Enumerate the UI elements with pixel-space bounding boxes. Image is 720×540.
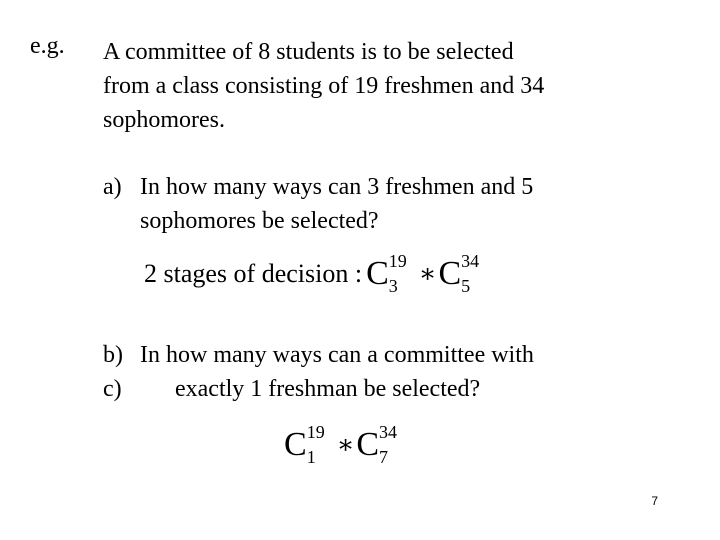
part-a-marker: a) — [103, 174, 122, 200]
part-a-line-2: sophomores be selected? — [140, 208, 379, 234]
problem-line-3: sophomores. — [103, 107, 225, 133]
combination-19-1: C 19 1 — [284, 422, 325, 467]
part-a-formula — [144, 251, 480, 296]
example-label: e.g. — [30, 33, 65, 59]
combination-34-5: C 34 5 — [438, 251, 480, 296]
part-b-line-1: In how many ways can a committee with — [140, 342, 534, 368]
problem-line-2: from a class consisting of 19 freshmen and 34 — [103, 73, 545, 99]
problem-line-1: A committee of 8 students is to be selected — [103, 39, 514, 65]
formula-text: 2 stages of decision : — [144, 259, 363, 288]
multiply-operator: ∗ — [418, 259, 437, 288]
combination-34-7: C 34 7 — [356, 422, 398, 467]
part-b-formula — [284, 422, 398, 467]
combination-19-3: C 19 3 — [366, 251, 407, 296]
page-number: 7 — [651, 494, 658, 508]
part-b-marker: b) — [103, 342, 123, 368]
part-c-marker: c) — [103, 376, 122, 402]
part-b-line-2: exactly 1 freshman be selected? — [175, 376, 481, 402]
multiply-operator: ∗ — [336, 430, 355, 459]
part-a-line-1: In how many ways can 3 freshmen and 5 — [140, 174, 534, 200]
